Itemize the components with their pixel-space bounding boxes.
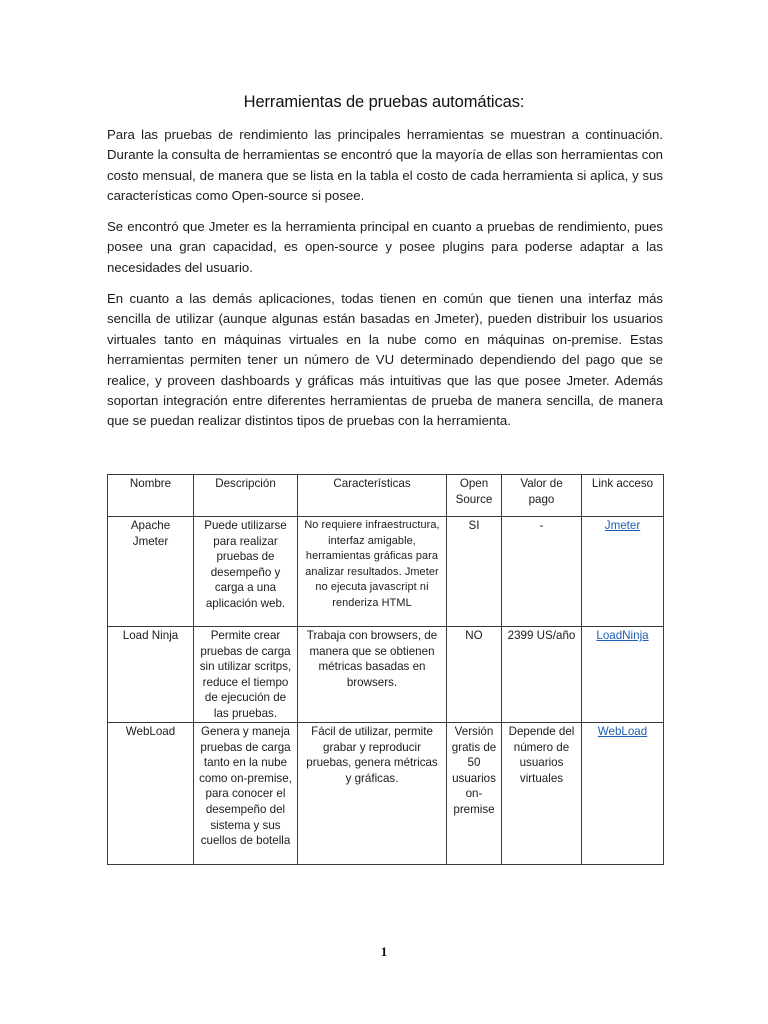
jmeter-link[interactable]: Jmeter (604, 519, 641, 532)
header-description: Descripción (194, 475, 298, 517)
webload-link[interactable]: WebLoad (597, 725, 648, 738)
header-link: Link acceso (582, 475, 664, 517)
cell-open-source: SI (447, 517, 502, 627)
loadninja-link[interactable]: LoadNinja (596, 629, 649, 642)
header-price: Valor de pago (502, 475, 582, 517)
table-row (108, 723, 664, 865)
document-title: Herramientas de pruebas automáticas: (243, 93, 525, 111)
cell-link (582, 627, 664, 723)
cell-features: Trabaja con browsers, de manera que se obtienen métricas basadas en browsers. (298, 627, 447, 723)
cell-open-source: Versión gratis de 50 usuarios on-premise (447, 723, 502, 865)
table-row (108, 627, 664, 723)
cell-features: Fácil de utilizar, permite grabar y reproducir pruebas, genera métricas y gráficas. (298, 723, 447, 865)
table-row (108, 517, 664, 627)
cell-price: Depende del número de usuarios virtuales (502, 723, 582, 865)
table-header-row (108, 475, 664, 517)
tools-table (107, 474, 664, 865)
cell-description: Permite crear pruebas de carga sin utilizar scritps, reduce el tiempo de ejecución de las pruebas. (194, 627, 298, 723)
cell-name: WebLoad (108, 723, 194, 865)
cell-name: Load Ninja (108, 627, 194, 723)
header-open-source: Open Source (447, 475, 502, 517)
cell-price: 2399 US/año (502, 627, 582, 723)
paragraph-jmeter: Se encontró que Jmeter es la herramienta principal en cuanto a pruebas de rendimiento, pues posee una gran capacidad, es open-source y posee plugins para poderse adaptar a las necesidades del usuario. (107, 219, 663, 275)
cell-open-source: NO (447, 627, 502, 723)
header-features: Características (298, 475, 447, 517)
cell-description: Puede utilizarse para realizar pruebas de desempeño y carga a una aplicación web. (194, 517, 298, 627)
cell-description: Genera y maneja pruebas de carga tanto en la nube como on-premise, para conocer el desempeño del sistema y sus cuellos de botella (194, 723, 298, 865)
paragraph-other-apps: En cuanto a las demás aplicaciones, todas tienen en común que tienen una interfaz más sencilla de utilizar (aunque algunas están basadas en Jmeter), pueden distribuir los usuarios virtuales tanto en máquinas virtuales en la nube como en máquinas on-premise. Estas herramientas permiten tener un número de VU determinado dependiendo del pago que se realice, y proveen dashboards y gráficas más intuitivas que las que posee Jmeter. Además soportan integración entre diferentes herramientas de prueba de manera sencilla, de manera que se puedan realizar distintos tipos de pruebas con la herramienta. (107, 291, 663, 429)
page-number: 1 (380, 944, 388, 959)
cell-link (582, 723, 664, 865)
header-name: Nombre (108, 475, 194, 517)
cell-features: No requiere infraestructura, interfaz amigable, herramientas gráficas para analizar resultados. Jmeter no ejecuta javascript ni renderiza HTML (298, 517, 447, 627)
cell-price: - (502, 517, 582, 627)
paragraph-intro: Para las pruebas de rendimiento las principales herramientas se muestran a continuación. Durante la consulta de herramientas se encontró que la mayoría de ellas son herramientas con costo mensual, de manera que se lista en la tabla el costo de cada herramienta si aplica, y sus características como Open-source si posee. (107, 127, 663, 204)
cell-link (582, 517, 664, 627)
cell-name: Apache Jmeter (108, 517, 194, 627)
